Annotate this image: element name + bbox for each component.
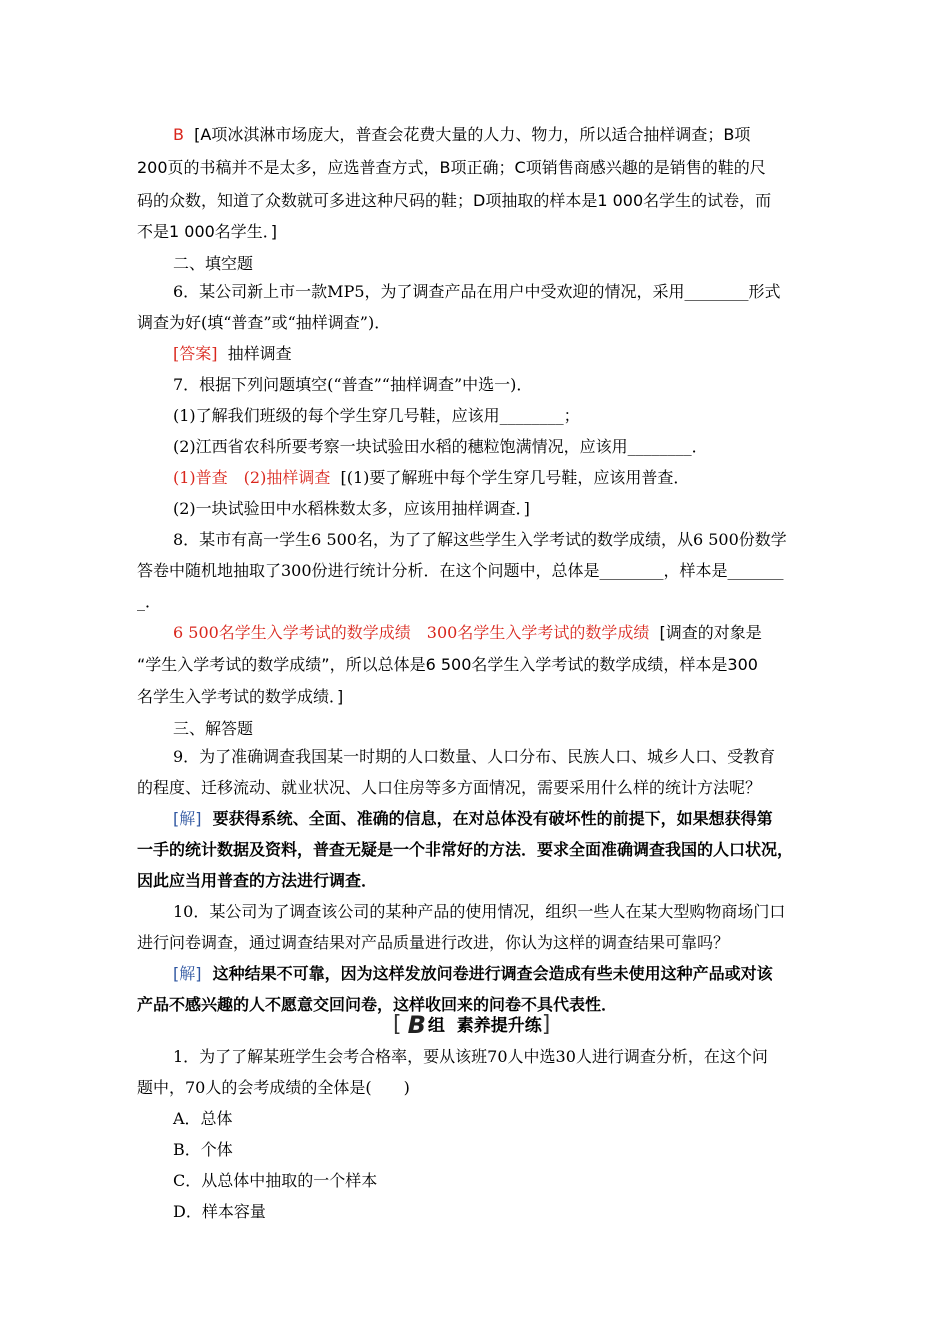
b-q1-option-d: D．样本容量 bbox=[173, 1202, 266, 1221]
q10-line-1: 10．某公司为了调查该公司的某种产品的使用情况，组织一些人在某大型购物商场门口 bbox=[173, 902, 786, 921]
group-b-heading bbox=[393, 1011, 583, 1039]
q8-line-3: _． bbox=[137, 592, 162, 611]
q9-solution-tag: [解] bbox=[173, 809, 202, 828]
q10-solution-tag: [解] bbox=[173, 964, 202, 983]
q5-answer-letter: B bbox=[173, 125, 184, 144]
q7-line-1: 7．根据下列问题填空(“普查”“抽样调查”中选一)． bbox=[173, 375, 533, 394]
q6-line-1: 6．某公司新上市一款MP5，为了调查产品在用户中受欢迎的情况，采用________形式 bbox=[173, 282, 781, 301]
section-title-solve: 三、解答题 bbox=[173, 719, 254, 738]
q8-explain-1: [调查的对象是 bbox=[659, 623, 762, 642]
q8-line-1: 8．某市有高一学生6 500名，为了了解这些学生入学考试的数学成绩，从6 500份数学 bbox=[173, 530, 787, 549]
q8-explain-3: 名学生入学考试的数学成绩．] bbox=[137, 687, 344, 706]
heading-close-bracket: ] bbox=[541, 1012, 551, 1037]
q6-answer-line bbox=[173, 343, 853, 365]
q10-solution-1: 这种结果不可靠，因为这样发放问卷进行调查会造成有些未使用这种产品或对该 bbox=[212, 964, 773, 983]
q5-explain-1: [A项冰淇淋市场庞大，普查会花费大量的人力、物力，所以适合抽样调查；B项 bbox=[194, 125, 751, 144]
q6-answer: 抽样调查 bbox=[227, 344, 292, 363]
q10-line-2: 进行问卷调查，通过调查结果对产品质量进行改进，你认为这样的调查结果可靠吗？ bbox=[137, 933, 730, 952]
q9-line-2: 的程度、迁移流动、就业状况、人口住房等多方面情况，需要采用什么样的统计方法呢？ bbox=[137, 778, 762, 797]
b-q1-option-a: A．总体 bbox=[173, 1109, 233, 1128]
q7-explain-2: (2)一块试验田中水稻株数太多，应该用抽样调查．] bbox=[173, 499, 530, 518]
q7-explain-1: [(1)要了解班中每个学生穿几号鞋，应该用普查． bbox=[340, 468, 690, 487]
q7-line-2: (1)了解我们班级的每个学生穿几号鞋，应该用________； bbox=[173, 406, 580, 425]
q8-line-2: 答卷中随机地抽取了300份进行统计分析．在这个问题中，总体是________，样本是_______ bbox=[137, 561, 784, 580]
q8-answer: 6 500名学生入学考试的数学成绩 300名学生入学考试的数学成绩 bbox=[173, 623, 650, 642]
q5-explain-4: 不是1 000名学生．] bbox=[137, 222, 278, 241]
q9-solution-2: 一手的统计数据及资料，普查无疑是一个非常好的方法．要求全面准确调查我国的人口状况， bbox=[137, 840, 794, 859]
b-q1-option-c: C．从总体中抽取的一个样本 bbox=[173, 1171, 378, 1190]
q9-solution-1: 要获得系统、全面、准确的信息，在对总体没有破坏性的前提下，如果想获得第 bbox=[212, 809, 773, 828]
q10-solution-line-1 bbox=[173, 963, 853, 985]
b-q1-option-b: B．个体 bbox=[173, 1140, 233, 1159]
section-title-fill-blank: 二、填空题 bbox=[173, 254, 254, 273]
group-b-label: 组 bbox=[427, 1016, 445, 1036]
q10-solution-2: 产品不感兴趣的人不愿意交回问卷，这样收回来的问卷不具代表性． bbox=[137, 995, 618, 1014]
q7-line-3: (2)江西省农科所要考察一块试验田水稻的穗粒饱满情况，应该用________． bbox=[173, 437, 708, 456]
b-q1-line-2: 题中，70人的会考成绩的全体是( ) bbox=[137, 1078, 410, 1097]
q7-answer-line bbox=[173, 467, 853, 489]
q5-explain-3: 码的众数，知道了众数就可多进这种尺码的鞋；D项抽取的样本是1 000名学生的试卷，而 bbox=[137, 191, 772, 210]
q6-answer-tag: [答案] bbox=[173, 344, 218, 363]
q6-line-2: 调查为好(填“普查”或“抽样调查”)． bbox=[137, 313, 391, 332]
b-q1-line-1: 1．为了了解某班学生会考合格率，要从该班70人中选30人进行调查分析，在这个问 bbox=[173, 1047, 768, 1066]
heading-open-bracket: [ bbox=[393, 1012, 402, 1037]
q5-explain-2: 200页的书稿并不是太多，应选普查方式，B项正确；C项销售商感兴趣的是销售的鞋的尺 bbox=[137, 158, 766, 177]
q5-answer-line bbox=[173, 124, 853, 146]
q7-answer: (1)普查 (2)抽样调查 bbox=[173, 468, 331, 487]
q8-answer-line bbox=[173, 622, 853, 644]
q9-solution-line-1 bbox=[173, 808, 853, 830]
group-b-letter: B bbox=[407, 1011, 426, 1039]
q9-line-1: 9．为了准确调查我国某一时期的人口数量、人口分布、民族人口、城乡人口、受教育 bbox=[173, 747, 776, 766]
q8-explain-2: “学生入学考试的数学成绩”，所以总体是6 500名学生入学考试的数学成绩，样本是300 bbox=[137, 655, 758, 674]
group-b-title: 素养提升练 bbox=[456, 1016, 542, 1036]
q9-solution-3: 因此应当用普查的方法进行调查． bbox=[137, 871, 378, 890]
